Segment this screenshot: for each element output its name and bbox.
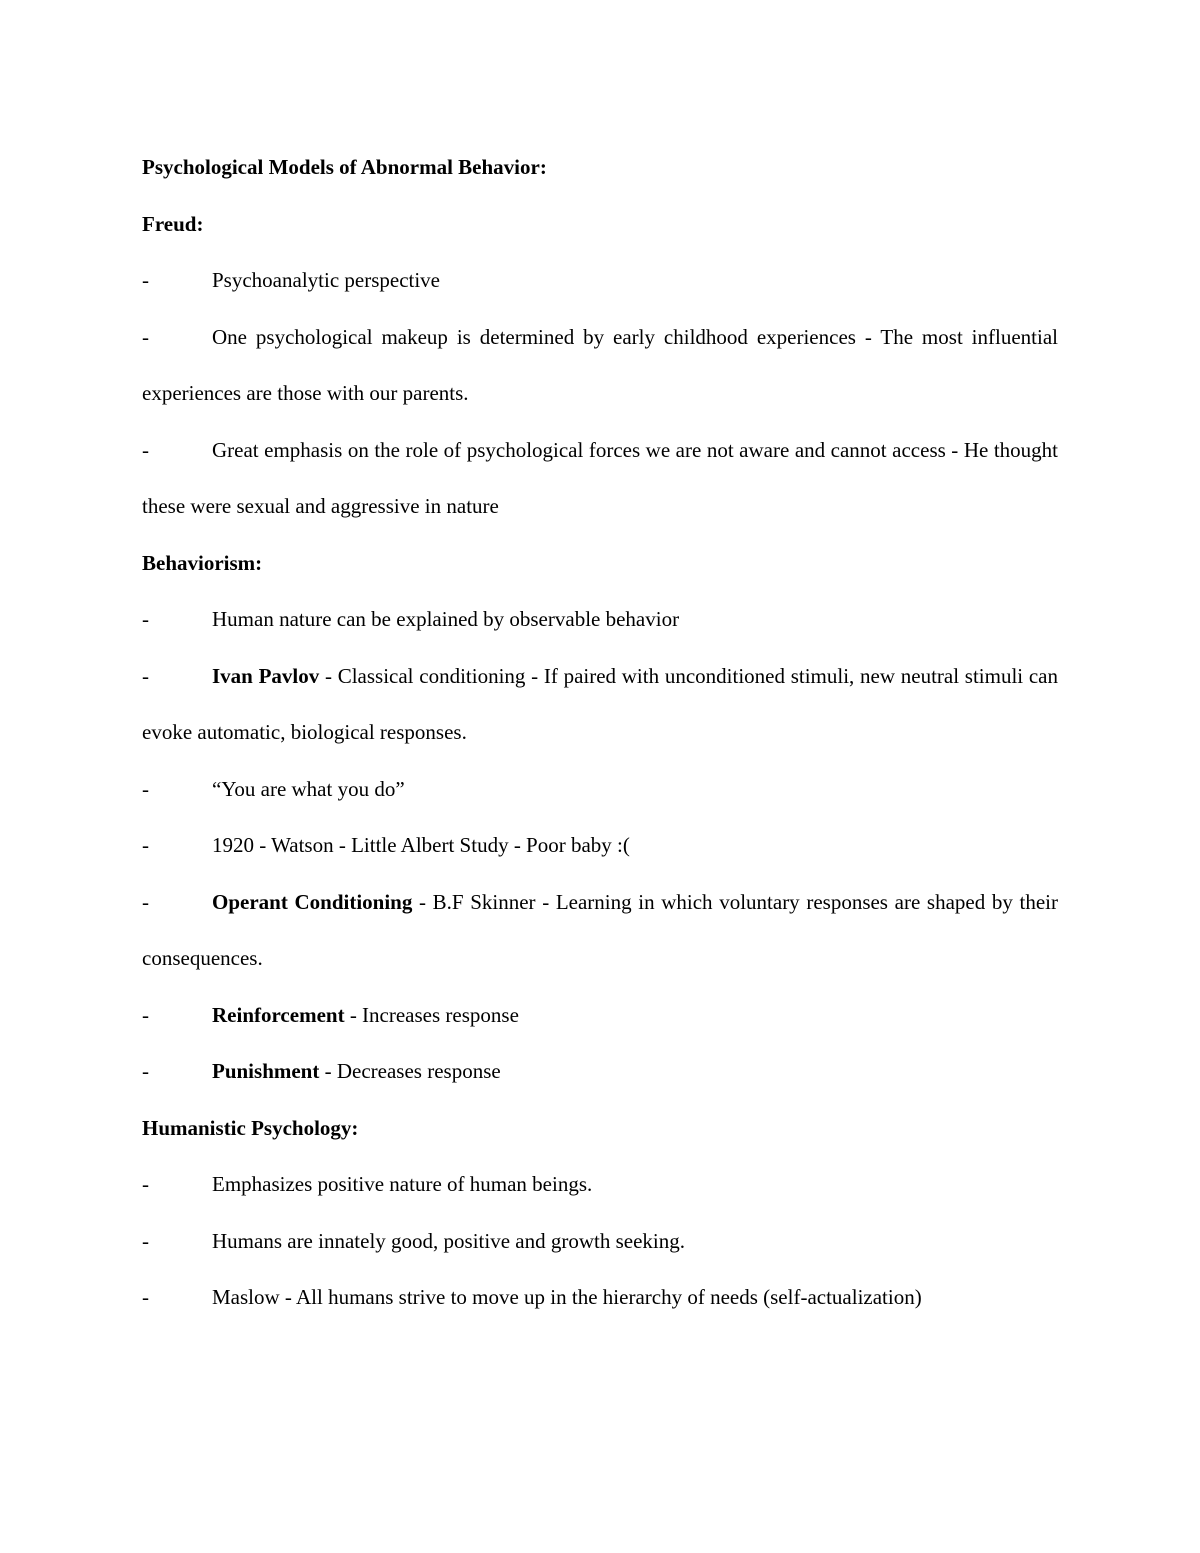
list-item (142, 1213, 1058, 1270)
list-item (142, 1043, 1058, 1100)
list-item (142, 1156, 1058, 1213)
item-text: 1920 - Watson - Little Albert Study - Poor baby :( (212, 833, 630, 857)
item-text: - Decreases response (319, 1059, 501, 1083)
bullet-dash: - (142, 1172, 149, 1196)
list-item (142, 591, 1058, 648)
item-text: One psychological makeup is determined by early childhood experiences - The most influential experiences are those with our parents. (142, 324, 1058, 405)
document-title: Psychological Models of Abnormal Behavior: (142, 155, 547, 179)
list-item (142, 252, 1058, 309)
list-item (142, 761, 1058, 818)
bullet-dash: - (142, 1228, 149, 1253)
section-heading-freud: Freud: (142, 211, 204, 236)
bullet-dash: - (142, 663, 149, 688)
item-text: Maslow - All humans strive to move up in the hierarchy of needs (self-actualization) (212, 1285, 922, 1309)
bullet-dash: - (142, 1285, 149, 1309)
item-text: “You are what you do” (212, 776, 405, 801)
section-heading-behaviorism: Behaviorism: (142, 550, 263, 575)
item-text: Emphasizes positive nature of human beings. (212, 1172, 593, 1196)
list-item (142, 1269, 1058, 1326)
item-text: Great emphasis on the role of psychological forces we are not aware and cannot access - He thought these were sexual and aggressive in nature (142, 437, 1058, 518)
bullet-dash: - (142, 324, 149, 349)
item-bold-term: Operant Conditioning (212, 889, 413, 914)
item-text: Human nature can be explained by observable behavior (212, 607, 680, 631)
bullet-dash: - (142, 776, 149, 801)
list-item (142, 817, 1058, 874)
item-text: Humans are innately good, positive and growth seeking. (212, 1228, 685, 1253)
bullet-dash: - (142, 833, 149, 857)
bullet-dash: - (142, 437, 149, 462)
item-bold-term: Ivan Pavlov (212, 663, 320, 688)
item-text: - B.F Skinner - Learning in which voluntary responses are shaped by their consequences. (142, 889, 1058, 970)
item-text: - Classical conditioning - If paired with unconditioned stimuli, new neutral stimuli can evoke automatic, biological responses. (142, 663, 1058, 744)
item-text: - Increases response (344, 1002, 519, 1027)
bullet-dash: - (142, 1002, 149, 1027)
list-item (142, 987, 1058, 1044)
bullet-dash: - (142, 1059, 149, 1083)
document-body (142, 139, 1058, 1326)
list-item (142, 874, 1058, 987)
list-item (142, 309, 1058, 422)
bullet-dash: - (142, 268, 149, 292)
list-item (142, 422, 1058, 535)
item-bold-term: Punishment (212, 1059, 320, 1083)
item-bold-term: Reinforcement (212, 1002, 345, 1027)
bullet-dash: - (142, 889, 149, 914)
item-text: Psychoanalytic perspective (212, 268, 441, 292)
list-item (142, 648, 1058, 761)
section-heading-humanistic: Humanistic Psychology: (142, 1115, 359, 1140)
bullet-dash: - (142, 607, 149, 631)
